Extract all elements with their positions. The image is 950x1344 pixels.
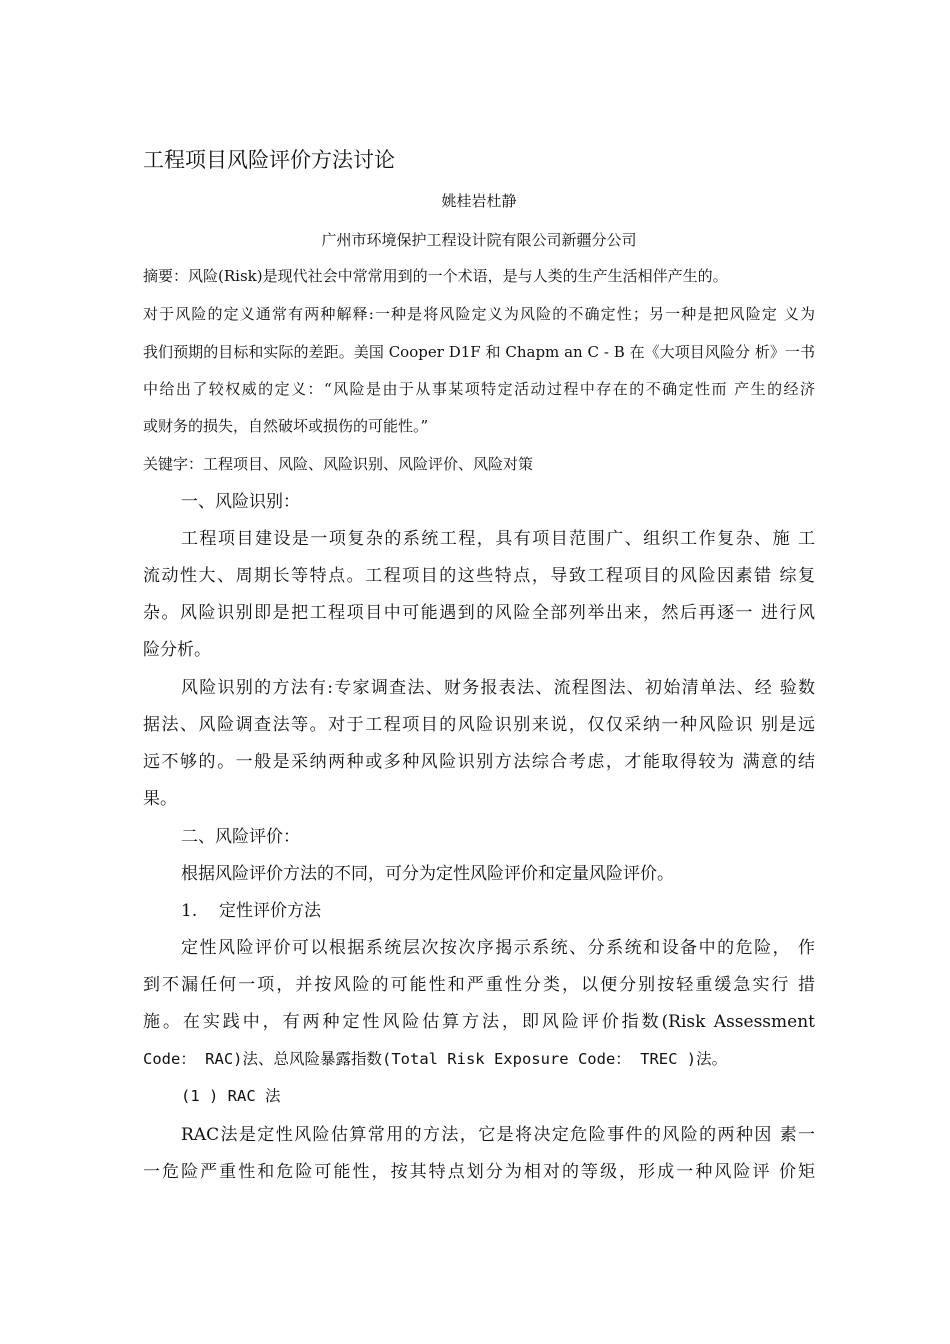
- paragraph-line: 施。在实践中，有两种定性风险估算方法，即风险评价指数(Risk Assessment: [143, 1012, 815, 1032]
- paragraph-line: RAC法是定性风险估算常用的方法，它是将决定危险事件的风险的两种因 素一: [181, 1125, 815, 1145]
- paragraph-line: 一危险严重性和危险可能性，按其特点划分为相对的等级，形成一种风险评 价矩: [143, 1162, 815, 1182]
- abstract-line: 或财务的损失，自然破坏或损伤的可能性。”: [143, 417, 429, 435]
- section-heading: 二、风险评价：: [181, 827, 300, 847]
- subsection-number: 1.: [181, 901, 198, 921]
- paragraph-line: 定性风险评价可以根据系统层次按次序揭示系统、分系统和设备中的危险， 作: [181, 938, 815, 958]
- subsection-title: 定性评价方法: [219, 901, 321, 921]
- paragraph-line: 风险识别的方法有:专家调查法、财务报表法、流程图法、初始清单法、经 验数: [181, 678, 815, 698]
- paragraph-line: Code： RAC)法、总风险暴露指数(Total Risk Exposure Code： TREC )法。: [143, 1050, 728, 1068]
- paragraph-line: 根据风险评价方法的不同，可分为定性风险评价和定量风险评价。: [181, 864, 674, 884]
- affiliation: 广州市环境保护工程设计院有限公司新疆分公司: [321, 231, 637, 249]
- paragraph-line: 险分析。: [143, 640, 211, 660]
- page-title: 工程项目风险评价方法讨论: [143, 148, 395, 172]
- authors: 姚桂岩杜静: [441, 192, 517, 210]
- keywords: 关键字：工程项目、风险、风险识别、风险评价、风险对策: [143, 455, 534, 473]
- paragraph-line: 果。: [143, 789, 177, 809]
- abstract-line: 对于风险的定义通常有两种解释:一种是将风险定义为风险的不确定性；另一种是把风险定 义为: [143, 305, 815, 323]
- paragraph-line: 流动性大、周期长等特点。工程项目的这些特点，导致工程项目的风险因素错 综复: [143, 566, 815, 586]
- paragraph-line: 到不漏任何一项，并按风险的可能性和严重性分类，以便分别按轻重缓急实行 措: [143, 975, 815, 995]
- paragraph-line: 据法、风险调查法等。对于工程项目的风险识别来说，仅仅采纳一种风险识 别是远: [143, 715, 815, 735]
- paragraph-line: 工程项目建设是一项复杂的系统工程，具有项目范围广、组织工作复杂、施 工: [181, 529, 815, 549]
- paragraph-line: 杂。风险识别即是把工程项目中可能遇到的风险全部列举出来，然后再逐一 进行风: [143, 603, 815, 623]
- abstract-line: 我们预期的目标和实际的差距。美国 Cooper D1F 和 Chapm an C - B 在《大项目风险分 析》一书: [143, 343, 815, 361]
- abstract-line: 中给出了较权威的定义：“风险是由于从事某项特定活动过程中存在的不确定性而 产生的经济: [143, 380, 815, 398]
- section-heading: 一、风险识别：: [181, 492, 300, 512]
- subsection-heading: (1 ) RAC 法: [181, 1087, 281, 1105]
- paragraph-line: 远不够的。一般是采纳两种或多种风险识别方法综合考虑，才能取得较为 满意的结: [143, 752, 815, 772]
- abstract-line: 摘要：风险(Risk)是现代社会中常常用到的一个术语，是与人类的生产生活相伴产生的。: [143, 267, 728, 285]
